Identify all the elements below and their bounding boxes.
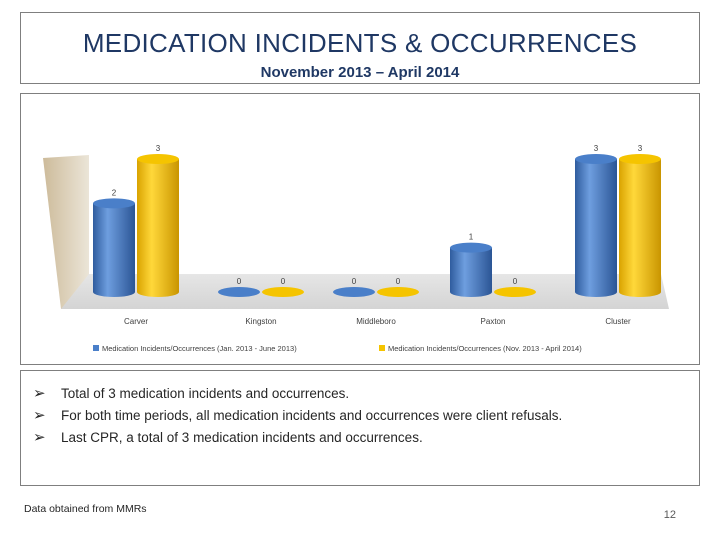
legend-label: Medication Incidents/Occurrences (Jan. 2013 - June 2013): [102, 344, 297, 353]
slide-subtitle: November 2013 – April 2014: [260, 64, 460, 81]
bar: [575, 154, 617, 297]
bullet-item: [33, 427, 699, 449]
slide-title: MEDICATION INCIDENTS & OCCURRENCES: [82, 28, 638, 58]
legend-swatch: [93, 345, 99, 351]
bar: [218, 287, 260, 297]
bar: [494, 287, 536, 297]
arrow-bullet-icon: ➢: [33, 385, 46, 402]
bar: [450, 243, 492, 297]
data-label: 0: [236, 277, 242, 286]
data-label: 3: [593, 144, 599, 153]
bar-chart: [21, 94, 699, 364]
bar: [377, 287, 419, 297]
data-label: 0: [512, 277, 518, 286]
bar: [619, 154, 661, 297]
bullet-text: Total of 3 medication incidents and occurrences.: [61, 386, 350, 401]
arrow-bullet-icon: ➢: [33, 429, 46, 446]
data-label: 0: [351, 277, 357, 286]
data-source-note: Data obtained from MMRs: [24, 503, 147, 515]
data-label: 1: [468, 232, 474, 242]
bar: [137, 154, 179, 297]
data-label: 2: [111, 188, 117, 198]
page-number: 12: [663, 509, 676, 521]
legend-label: Medication Incidents/Occurrences (Nov. 2013 - April 2014): [388, 344, 582, 353]
x-tick-label: Middleboro: [356, 317, 396, 326]
chart-box: [20, 93, 700, 365]
bullet-text: Last CPR, a total of 3 medication incidents and occurrences.: [61, 430, 423, 445]
bullet-item: [33, 383, 699, 405]
x-tick-label: Cluster: [605, 317, 631, 326]
arrow-bullet-icon: ➢: [33, 407, 46, 424]
x-tick-label: Kingston: [245, 317, 277, 326]
bar: [93, 198, 135, 297]
x-tick-label: Paxton: [480, 317, 506, 326]
data-label: 0: [395, 277, 401, 286]
bullet-item: [33, 405, 699, 427]
bar: [262, 287, 304, 297]
data-label: 3: [155, 144, 161, 153]
bullet-text: For both time periods, all medication incidents and occurrences were client refusals.: [61, 408, 563, 423]
x-tick-label: Carver: [123, 317, 149, 326]
bar: [333, 287, 375, 297]
data-label: 0: [280, 277, 286, 286]
title-box: [20, 12, 700, 84]
legend-swatch: [379, 345, 385, 351]
data-label: 3: [637, 144, 643, 153]
bullets-box: [20, 370, 700, 486]
